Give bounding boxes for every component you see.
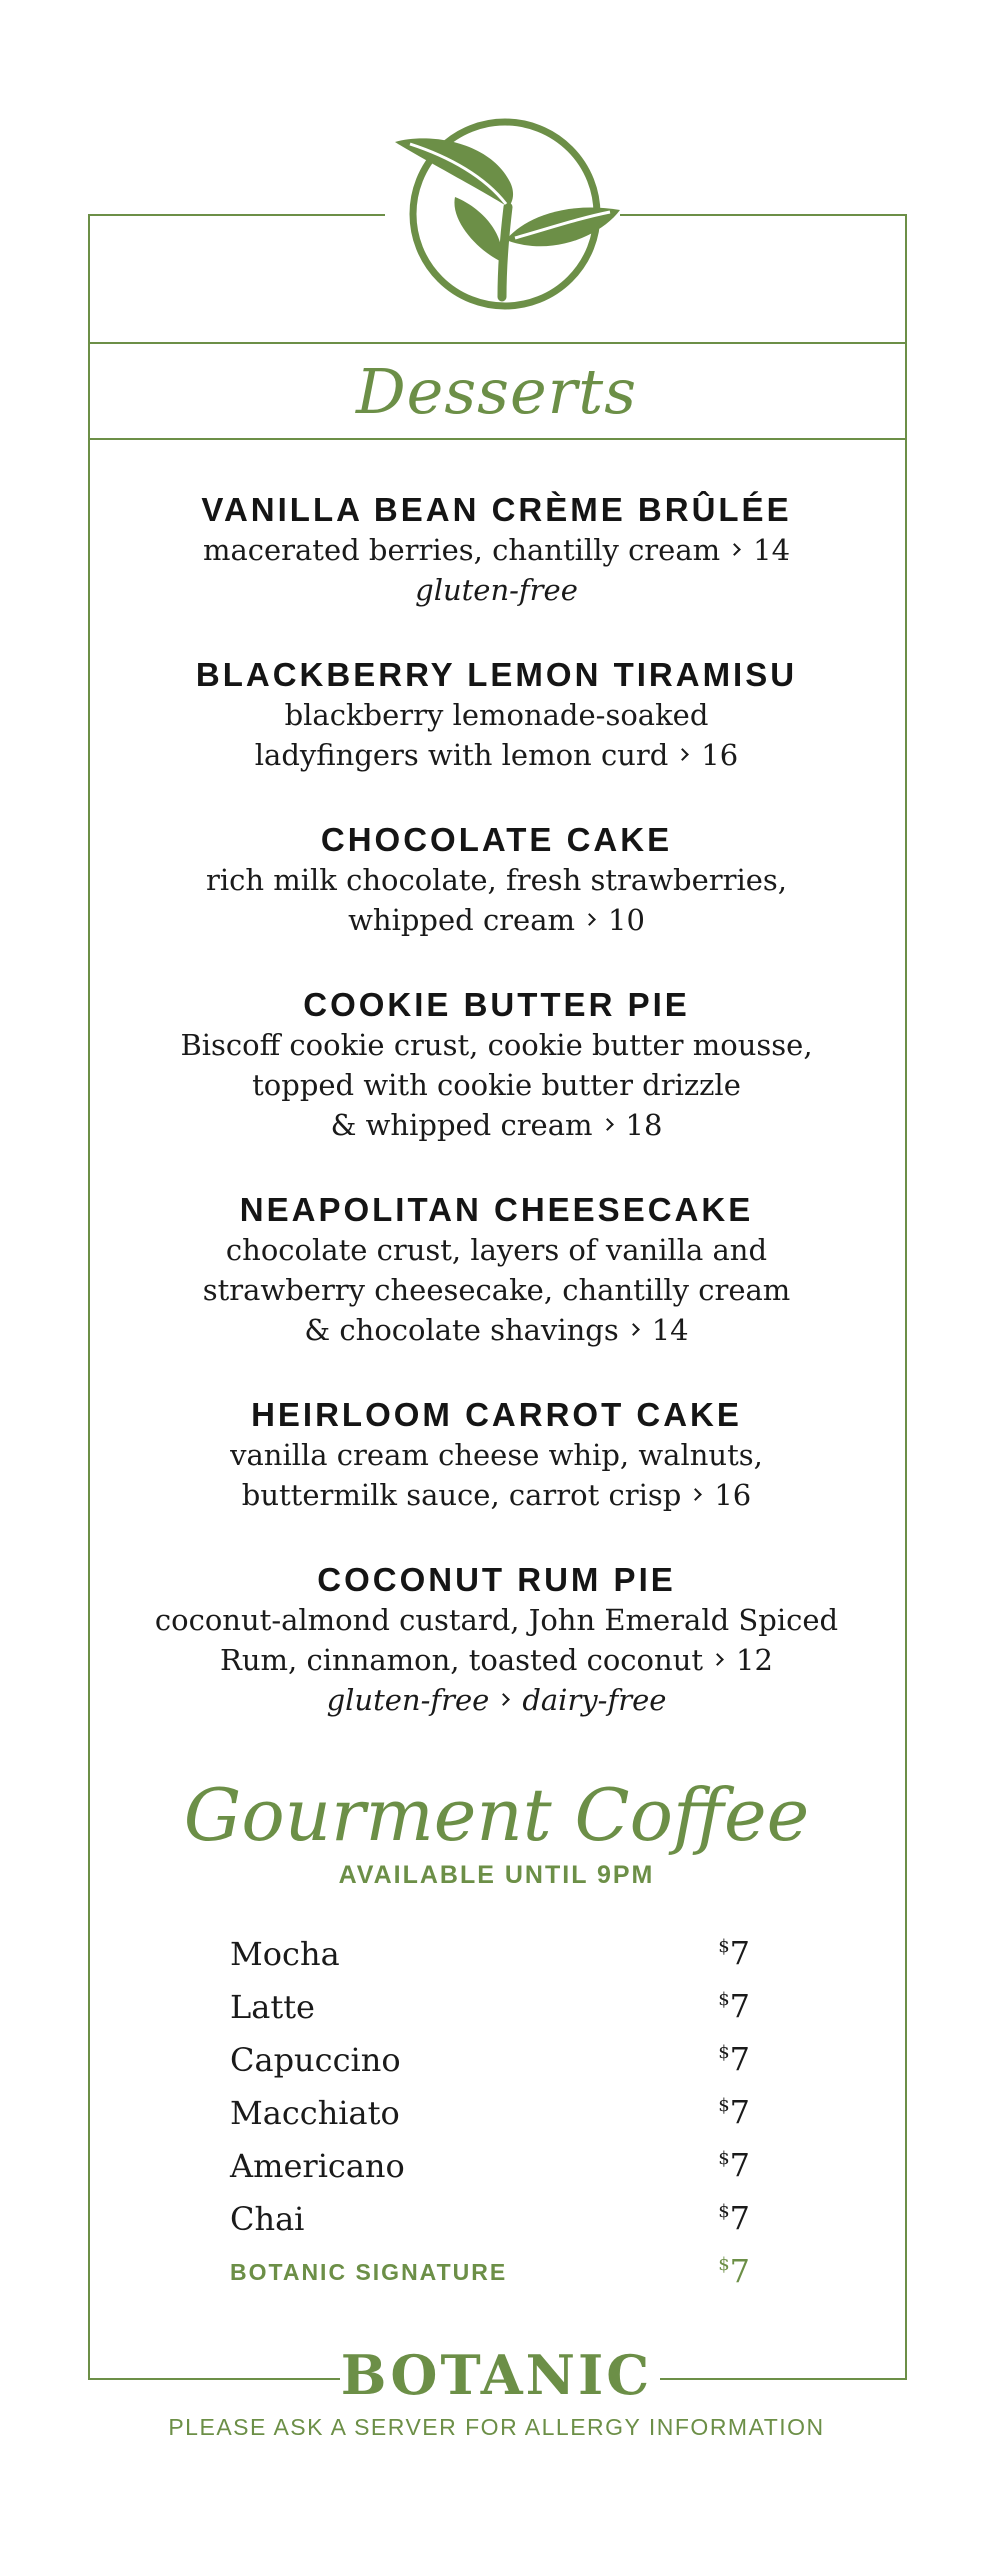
- coffee-item-signature: [230, 2246, 760, 2299]
- dessert-desc: & whipped cream 18: [330, 1108, 663, 1142]
- dessert-desc: blackberry lemonade-soaked: [284, 698, 709, 732]
- allergy-note: PLEASE ASK A SERVER FOR ALLERGY INFORMATION: [168, 2414, 825, 2440]
- dessert-name: COOKIE BUTTER PIE: [303, 986, 690, 1023]
- dessert-desc: strawberry cheesecake, chantilly cream: [202, 1273, 791, 1307]
- coffee-price: $7: [718, 1987, 750, 2025]
- dessert-item: [88, 490, 905, 610]
- coffee-name: Mocha: [230, 1935, 340, 1973]
- dessert-item: [88, 655, 905, 775]
- dessert-desc: rich milk chocolate, fresh strawberries,: [205, 863, 788, 897]
- dessert-price: 12: [736, 1643, 773, 1677]
- dessert-desc: vanilla cream cheese whip, walnuts,: [230, 1438, 763, 1472]
- title-rule-bottom: [88, 438, 905, 440]
- coffee-name: Chai: [230, 2200, 305, 2238]
- coffee-price: $7: [718, 2252, 750, 2290]
- dessert-note: gluten-free dairy-free: [326, 1683, 667, 1717]
- coffee-item: [230, 2034, 760, 2087]
- coffee-list: [230, 1928, 760, 2299]
- dessert-price: 16: [701, 738, 739, 772]
- dessert-item: [88, 985, 905, 1145]
- dessert-desc: coconut-almond custard, John Emerald Spiced: [154, 1603, 839, 1637]
- coffee-item: [230, 2087, 760, 2140]
- dessert-item: [88, 1560, 905, 1720]
- dessert-price: 14: [753, 533, 791, 567]
- dessert-item: [88, 1190, 905, 1350]
- coffee-item: [230, 2193, 760, 2246]
- dessert-price: 16: [714, 1478, 752, 1512]
- dessert-desc: whipped cream 10: [348, 903, 645, 937]
- desserts-title: Desserts: [355, 355, 638, 428]
- dessert-price: 14: [651, 1313, 689, 1347]
- leaf-sprout-icon: [390, 112, 630, 317]
- dessert-note: gluten-free: [415, 573, 578, 607]
- coffee-name: Latte: [230, 1988, 315, 2026]
- dessert-price: 10: [608, 903, 645, 937]
- coffee-name: Macchiato: [230, 2094, 400, 2132]
- dessert-name: NEAPOLITAN CHEESECAKE: [239, 1191, 754, 1228]
- coffee-title: Gourment Coffee: [183, 1773, 810, 1857]
- coffee-price: $7: [718, 2093, 750, 2131]
- coffee-price: $7: [718, 2040, 750, 2078]
- coffee-item: [230, 1928, 760, 1981]
- dessert-desc: topped with cookie butter drizzle: [252, 1068, 741, 1102]
- coffee-name: Capuccino: [230, 2041, 401, 2079]
- dessert-desc: ladyfingers with lemon curd 16: [254, 738, 739, 772]
- dessert-desc: macerated berries, chantilly cream 14: [202, 533, 791, 567]
- dessert-name: HEIRLOOM CARROT CAKE: [251, 1396, 742, 1433]
- dessert-desc: Biscoff cookie crust, cookie butter mousse,: [180, 1028, 813, 1062]
- dessert-desc: chocolate crust, layers of vanilla and: [225, 1233, 768, 1267]
- dessert-desc: Rum, cinnamon, toasted coconut 12: [220, 1643, 773, 1677]
- dessert-name: CHOCOLATE CAKE: [320, 821, 673, 858]
- coffee-item: [230, 1981, 760, 2034]
- title-rule-top: [88, 342, 905, 344]
- dessert-price: 18: [625, 1108, 663, 1142]
- dessert-desc: & chocolate shavings 14: [304, 1313, 689, 1347]
- dessert-name: COCONUT RUM PIE: [317, 1561, 676, 1598]
- coffee-name: BOTANIC SIGNATURE: [230, 2259, 508, 2285]
- coffee-price: $7: [718, 2146, 750, 2184]
- dessert-item: [88, 1395, 905, 1515]
- dessert-name: BLACKBERRY LEMON TIRAMISU: [195, 656, 798, 693]
- dessert-desc: buttermilk sauce, carrot crisp 16: [241, 1478, 752, 1512]
- coffee-subtitle: AVAILABLE UNTIL 9PM: [338, 1861, 655, 1889]
- dessert-name: VANILLA BEAN CRÈME BRÛLÉE: [201, 491, 792, 528]
- coffee-price: $7: [718, 1934, 750, 1972]
- dessert-item: [88, 820, 905, 940]
- coffee-price: $7: [718, 2199, 750, 2237]
- coffee-name: Americano: [230, 2147, 405, 2185]
- brand-name: BOTANIC: [340, 2343, 653, 2407]
- coffee-item: [230, 2140, 760, 2193]
